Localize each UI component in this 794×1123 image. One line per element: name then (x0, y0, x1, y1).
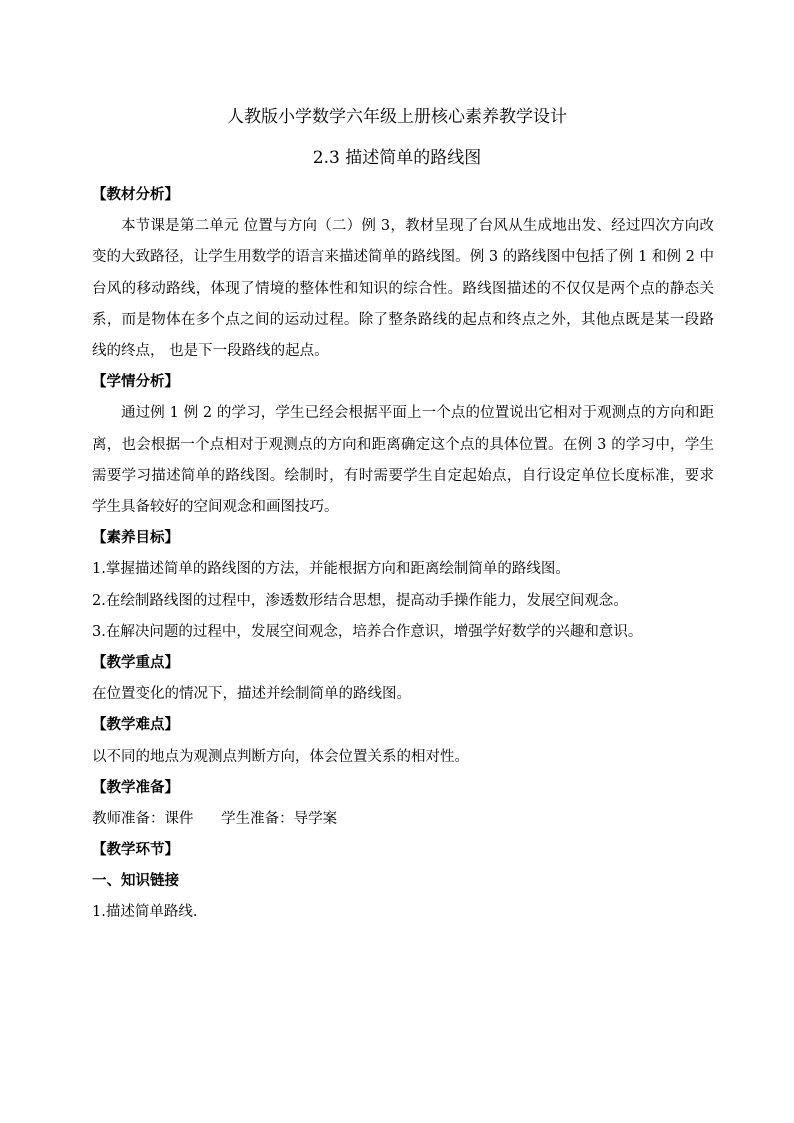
process-item-1: 1.描述简单路线. (92, 904, 198, 921)
section-heading-preparation: 【教学准备】 (92, 779, 179, 796)
key-points-text: 在位置变化的情况下，描述并绘制简单的路线图。 (92, 686, 411, 703)
section-heading-textbook-analysis: 【教材分析】 (92, 187, 179, 203)
section-heading-goals: 【素养目标】 (92, 530, 179, 547)
goal-item-3: 3.在解决问题的过程中，发展空间观念，培养合作意识，增强学好数学的兴趣和意识。 (92, 623, 643, 640)
process-subheading: 一、知识链接 (92, 873, 179, 890)
difficulties-text: 以不同的地点为观测点判断方向，体会位置关系的相对性。 (92, 748, 469, 765)
section-heading-difficulties: 【教学难点】 (92, 717, 179, 734)
document-body (92, 180, 714, 929)
paragraph-learning-analysis: 通过例 1 例 2 的学习，学生已经会根据平面上一个点的位置说出它相对于观测点的方向和距离，也会根据一个点相对于观测点的方向和距离确定这个点的具体位置。在例 3 的学习中，学生需要学习描述简单的路线图。绘制时，有时需要学生自定起始点，自行设定单位长度标准，要求学生具备较好的空间观念和画图技巧。 (92, 405, 714, 515)
goal-item-1: 1.掌握描述简单的路线图的方法，并能根据方向和距离绘制简单的路线图。 (92, 561, 570, 578)
document-subtitle: 2.3 描述简单的路线图 (312, 148, 482, 168)
section-heading-process: 【教学环节】 (92, 842, 179, 859)
section-heading-key-points: 【教学重点】 (92, 654, 179, 671)
section-heading-learning-analysis: 【学情分析】 (92, 374, 179, 391)
preparation-text: 教师准备：课件 学生准备：导学案 (92, 810, 338, 827)
goal-item-2: 2.在绘制路线图的过程中，渗透数形结合思想，提高动手操作能力，发展空间观念。 (92, 592, 628, 609)
document-title: 人教版小学数学六年级上册核心素养教学设计 (227, 107, 567, 127)
paragraph-textbook-analysis: 本节课是第二单元 位置与方向（二）例 3，教材呈现了台风从生成地出发、经过四次方向改变的大致路径，让学生用数学的语言来描述简单的路线图。例 3 的路线图中包括了例 1 和例 2 中台风的移动路线，体现了情境的整体性和知识的综合性。路线图描述的不仅仅是两个点的静态关系，而是物体在多个点之间的运动过程。除了整条路线的起点和终点之外，其他点既是某一段路线的终点， 也是下一段路线的起点。 (92, 218, 714, 359)
